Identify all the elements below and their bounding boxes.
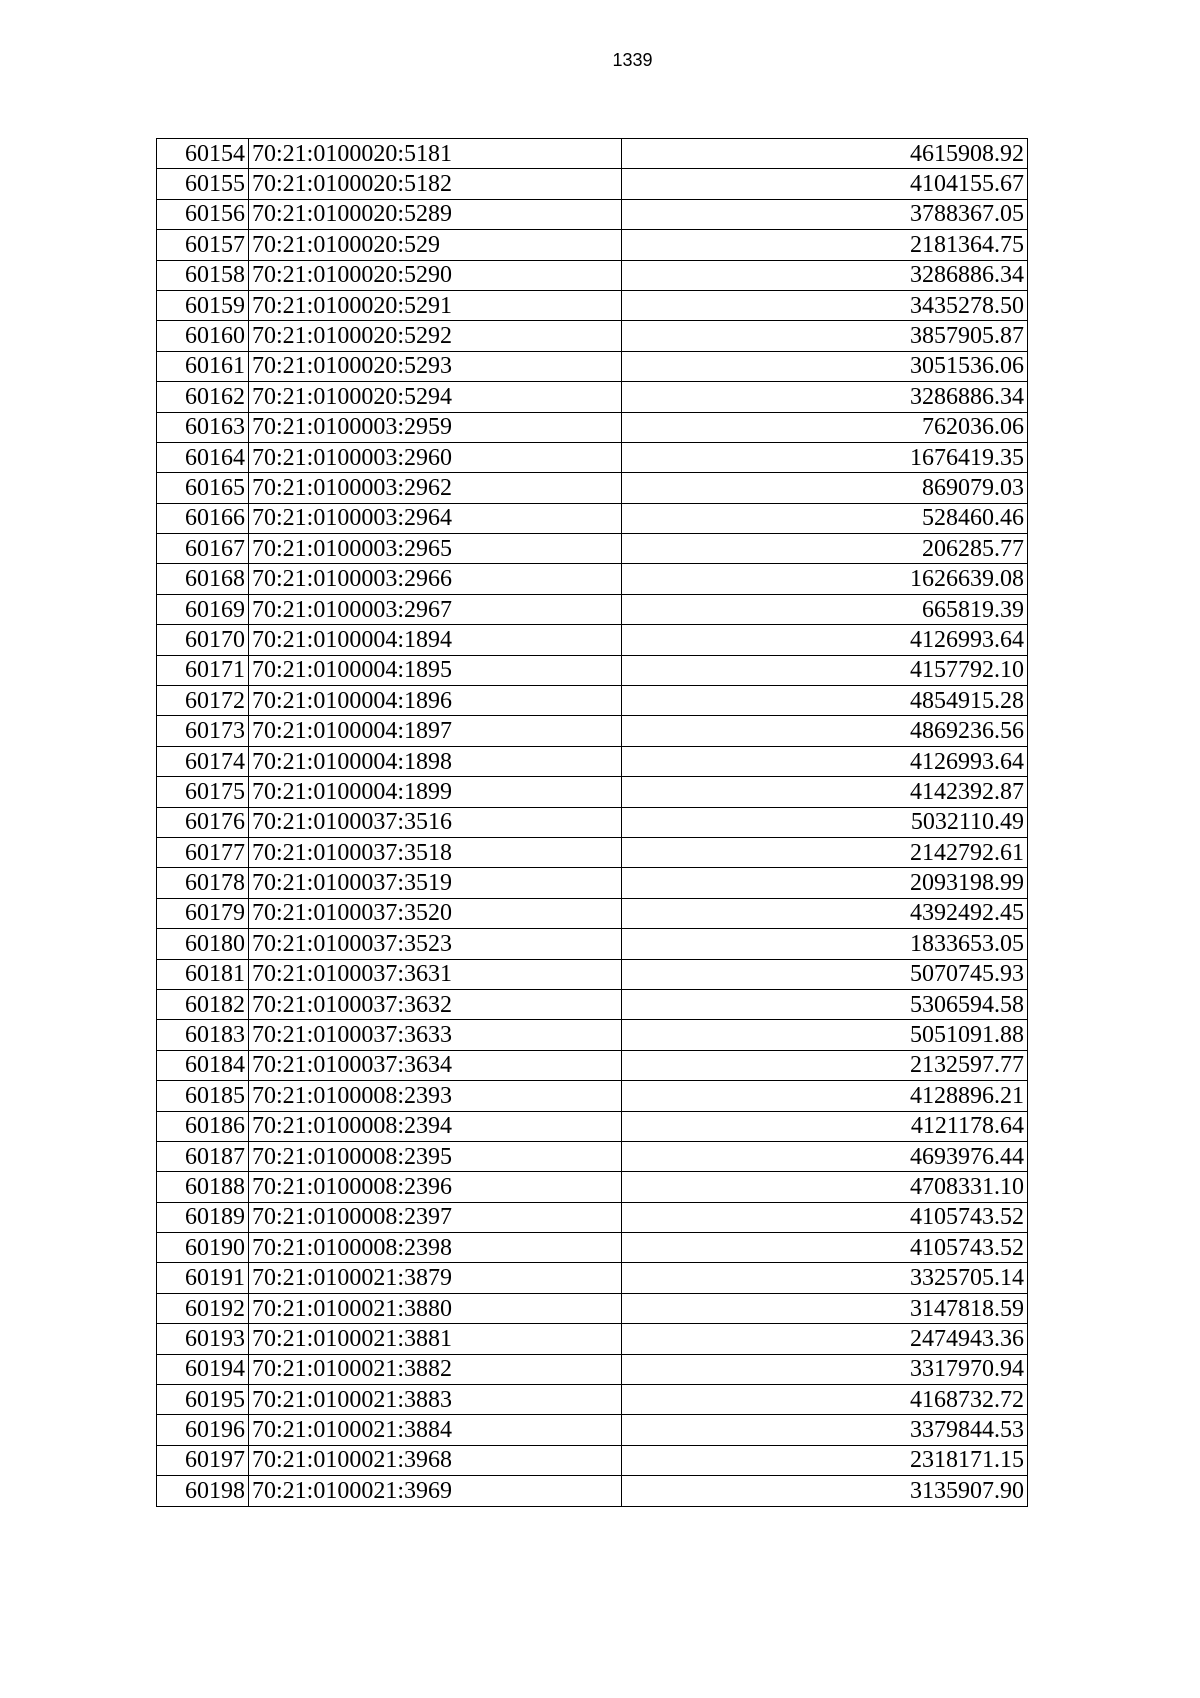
table-row [157, 625, 1028, 655]
cadastral-value-cell: 4854915.28 [622, 686, 1028, 716]
cadastral-number-cell: 70:21:0100021:3969 [249, 1476, 622, 1506]
table-row [157, 260, 1028, 290]
cadastral-number-cell: 70:21:0100004:1896 [249, 686, 622, 716]
table-row [157, 169, 1028, 199]
table-row [157, 503, 1028, 533]
cadastral-value-cell: 3317970.94 [622, 1354, 1028, 1384]
row-number-cell: 60167 [157, 534, 249, 564]
table-row [157, 1354, 1028, 1384]
row-number-cell: 60189 [157, 1202, 249, 1232]
table-row [157, 1141, 1028, 1171]
table-row [157, 1233, 1028, 1263]
table-row [157, 686, 1028, 716]
row-number-cell: 60186 [157, 1111, 249, 1141]
cadastral-value-cell: 1833653.05 [622, 929, 1028, 959]
cadastral-value-cell: 3286886.34 [622, 260, 1028, 290]
cadastral-value-cell: 4121178.64 [622, 1111, 1028, 1141]
table-row [157, 837, 1028, 867]
row-number-cell: 60163 [157, 412, 249, 442]
cadastral-value-cell: 4126993.64 [622, 746, 1028, 776]
row-number-cell: 60184 [157, 1050, 249, 1080]
table-row [157, 412, 1028, 442]
table-row [157, 1020, 1028, 1050]
cadastral-value-cell: 4392492.45 [622, 898, 1028, 928]
cadastral-value-cell: 2142792.61 [622, 837, 1028, 867]
row-number-cell: 60166 [157, 503, 249, 533]
cadastral-number-cell: 70:21:0100037:3520 [249, 898, 622, 928]
cadastral-value-cell: 2181364.75 [622, 230, 1028, 260]
cadastral-number-cell: 70:21:0100008:2397 [249, 1202, 622, 1232]
row-number-cell: 60165 [157, 473, 249, 503]
cadastral-number-cell: 70:21:0100008:2394 [249, 1111, 622, 1141]
row-number-cell: 60173 [157, 716, 249, 746]
cadastral-number-cell: 70:21:0100037:3631 [249, 959, 622, 989]
cadastral-value-cell: 5032110.49 [622, 807, 1028, 837]
table-row [157, 230, 1028, 260]
cadastral-value-cell: 3379844.53 [622, 1415, 1028, 1445]
cadastral-number-cell: 70:21:0100003:2967 [249, 594, 622, 624]
cadastral-value-cell: 4615908.92 [622, 139, 1028, 169]
table-row [157, 959, 1028, 989]
table-row [157, 1263, 1028, 1293]
table-row [157, 442, 1028, 472]
cadastral-value-cell: 1676419.35 [622, 442, 1028, 472]
page-number: 1339 [612, 50, 653, 70]
row-number-cell: 60158 [157, 260, 249, 290]
row-number-cell: 60171 [157, 655, 249, 685]
cadastral-value-table [156, 138, 1028, 1507]
table-row [157, 534, 1028, 564]
table-row [157, 199, 1028, 229]
cadastral-number-cell: 70:21:0100004:1897 [249, 716, 622, 746]
cadastral-number-cell: 70:21:0100008:2396 [249, 1172, 622, 1202]
cadastral-number-cell: 70:21:0100037:3516 [249, 807, 622, 837]
cadastral-number-cell: 70:21:0100021:3880 [249, 1293, 622, 1323]
row-number-cell: 60195 [157, 1385, 249, 1415]
cadastral-value-cell: 762036.06 [622, 412, 1028, 442]
cadastral-number-cell: 70:21:0100021:3883 [249, 1385, 622, 1415]
cadastral-number-cell: 70:21:0100008:2393 [249, 1081, 622, 1111]
cadastral-number-cell: 70:21:0100037:3518 [249, 837, 622, 867]
cadastral-number-cell: 70:21:0100003:2959 [249, 412, 622, 442]
table-row [157, 1050, 1028, 1080]
table-row [157, 746, 1028, 776]
table-row [157, 1172, 1028, 1202]
cadastral-number-cell: 70:21:0100037:3633 [249, 1020, 622, 1050]
cadastral-value-cell: 3147818.59 [622, 1293, 1028, 1323]
row-number-cell: 60185 [157, 1081, 249, 1111]
cadastral-value-cell: 528460.46 [622, 503, 1028, 533]
row-number-cell: 60197 [157, 1445, 249, 1475]
row-number-cell: 60179 [157, 898, 249, 928]
cadastral-number-cell: 70:21:0100037:3523 [249, 929, 622, 959]
table-row [157, 1081, 1028, 1111]
table-row [157, 351, 1028, 381]
cadastral-value-cell: 869079.03 [622, 473, 1028, 503]
table-body [157, 139, 1028, 1507]
table-row [157, 473, 1028, 503]
cadastral-value-cell: 4157792.10 [622, 655, 1028, 685]
cadastral-number-cell: 70:21:0100020:5291 [249, 290, 622, 320]
cadastral-value-cell: 3325705.14 [622, 1263, 1028, 1293]
table-row [157, 868, 1028, 898]
cadastral-value-cell: 3857905.87 [622, 321, 1028, 351]
table-row [157, 594, 1028, 624]
cadastral-number-cell: 70:21:0100020:5293 [249, 351, 622, 381]
cadastral-number-cell: 70:21:0100020:5290 [249, 260, 622, 290]
cadastral-number-cell: 70:21:0100003:2965 [249, 534, 622, 564]
cadastral-value-cell: 5051091.88 [622, 1020, 1028, 1050]
cadastral-number-cell: 70:21:0100020:5294 [249, 382, 622, 412]
table-row [157, 989, 1028, 1019]
table-row [157, 716, 1028, 746]
row-number-cell: 60198 [157, 1476, 249, 1506]
cadastral-value-cell: 3286886.34 [622, 382, 1028, 412]
cadastral-number-cell: 70:21:0100037:3634 [249, 1050, 622, 1080]
row-number-cell: 60180 [157, 929, 249, 959]
cadastral-number-cell: 70:21:0100021:3968 [249, 1445, 622, 1475]
row-number-cell: 60181 [157, 959, 249, 989]
row-number-cell: 60164 [157, 442, 249, 472]
cadastral-number-cell: 70:21:0100003:2960 [249, 442, 622, 472]
row-number-cell: 60156 [157, 199, 249, 229]
row-number-cell: 60155 [157, 169, 249, 199]
cadastral-value-cell: 4126993.64 [622, 625, 1028, 655]
table-row [157, 655, 1028, 685]
cadastral-value-cell: 4693976.44 [622, 1141, 1028, 1171]
cadastral-value-cell: 4104155.67 [622, 169, 1028, 199]
table-row [157, 382, 1028, 412]
table-row [157, 777, 1028, 807]
row-number-cell: 60160 [157, 321, 249, 351]
table-row [157, 1445, 1028, 1475]
row-number-cell: 60177 [157, 837, 249, 867]
cadastral-value-cell: 3051536.06 [622, 351, 1028, 381]
table-row [157, 1111, 1028, 1141]
cadastral-number-cell: 70:21:0100004:1898 [249, 746, 622, 776]
cadastral-value-cell: 665819.39 [622, 594, 1028, 624]
cadastral-number-cell: 70:21:0100020:529 [249, 230, 622, 260]
cadastral-value-cell: 1626639.08 [622, 564, 1028, 594]
cadastral-number-cell: 70:21:0100020:5292 [249, 321, 622, 351]
cadastral-number-cell: 70:21:0100003:2964 [249, 503, 622, 533]
table-row [157, 1415, 1028, 1445]
cadastral-number-cell: 70:21:0100004:1895 [249, 655, 622, 685]
table-row [157, 1385, 1028, 1415]
row-number-cell: 60187 [157, 1141, 249, 1171]
cadastral-value-cell: 4708331.10 [622, 1172, 1028, 1202]
cadastral-value-cell: 5070745.93 [622, 959, 1028, 989]
cadastral-value-cell: 2318171.15 [622, 1445, 1028, 1475]
row-number-cell: 60174 [157, 746, 249, 776]
cadastral-number-cell: 70:21:0100020:5181 [249, 139, 622, 169]
table-row [157, 321, 1028, 351]
cadastral-number-cell: 70:21:0100020:5289 [249, 199, 622, 229]
row-number-cell: 60176 [157, 807, 249, 837]
cadastral-value-cell: 4105743.52 [622, 1233, 1028, 1263]
row-number-cell: 60154 [157, 139, 249, 169]
row-number-cell: 60169 [157, 594, 249, 624]
table-row [157, 564, 1028, 594]
row-number-cell: 60188 [157, 1172, 249, 1202]
cadastral-value-cell: 2132597.77 [622, 1050, 1028, 1080]
cadastral-value-cell: 4142392.87 [622, 777, 1028, 807]
table-row [157, 1476, 1028, 1506]
table-row [157, 929, 1028, 959]
row-number-cell: 60161 [157, 351, 249, 381]
row-number-cell: 60193 [157, 1324, 249, 1354]
cadastral-number-cell: 70:21:0100003:2966 [249, 564, 622, 594]
cadastral-number-cell: 70:21:0100004:1899 [249, 777, 622, 807]
row-number-cell: 60178 [157, 868, 249, 898]
row-number-cell: 60175 [157, 777, 249, 807]
table-row [157, 1293, 1028, 1323]
table-row [157, 1324, 1028, 1354]
row-number-cell: 60170 [157, 625, 249, 655]
cadastral-number-cell: 70:21:0100004:1894 [249, 625, 622, 655]
cadastral-value-cell: 5306594.58 [622, 989, 1028, 1019]
cadastral-number-cell: 70:21:0100008:2398 [249, 1233, 622, 1263]
cadastral-value-cell: 2093198.99 [622, 868, 1028, 898]
cadastral-value-cell: 4128896.21 [622, 1081, 1028, 1111]
row-number-cell: 60157 [157, 230, 249, 260]
table-row [157, 1202, 1028, 1232]
cadastral-number-cell: 70:21:0100021:3882 [249, 1354, 622, 1384]
row-number-cell: 60191 [157, 1263, 249, 1293]
table-row [157, 898, 1028, 928]
cadastral-number-cell: 70:21:0100003:2962 [249, 473, 622, 503]
table-row [157, 290, 1028, 320]
cadastral-value-cell: 3435278.50 [622, 290, 1028, 320]
cadastral-number-cell: 70:21:0100037:3632 [249, 989, 622, 1019]
cadastral-number-cell: 70:21:0100021:3884 [249, 1415, 622, 1445]
row-number-cell: 60168 [157, 564, 249, 594]
row-number-cell: 60192 [157, 1293, 249, 1323]
row-number-cell: 60196 [157, 1415, 249, 1445]
cadastral-value-cell: 4105743.52 [622, 1202, 1028, 1232]
cadastral-value-cell: 3135907.90 [622, 1476, 1028, 1506]
row-number-cell: 60182 [157, 989, 249, 1019]
row-number-cell: 60183 [157, 1020, 249, 1050]
row-number-cell: 60162 [157, 382, 249, 412]
cadastral-value-cell: 4869236.56 [622, 716, 1028, 746]
row-number-cell: 60194 [157, 1354, 249, 1384]
table-row [157, 139, 1028, 169]
cadastral-number-cell: 70:21:0100020:5182 [249, 169, 622, 199]
cadastral-number-cell: 70:21:0100021:3881 [249, 1324, 622, 1354]
cadastral-value-cell: 2474943.36 [622, 1324, 1028, 1354]
row-number-cell: 60190 [157, 1233, 249, 1263]
table-row [157, 807, 1028, 837]
cadastral-value-cell: 206285.77 [622, 534, 1028, 564]
cadastral-value-cell: 4168732.72 [622, 1385, 1028, 1415]
row-number-cell: 60159 [157, 290, 249, 320]
row-number-cell: 60172 [157, 686, 249, 716]
cadastral-number-cell: 70:21:0100021:3879 [249, 1263, 622, 1293]
cadastral-value-cell: 3788367.05 [622, 199, 1028, 229]
cadastral-number-cell: 70:21:0100008:2395 [249, 1141, 622, 1171]
cadastral-number-cell: 70:21:0100037:3519 [249, 868, 622, 898]
